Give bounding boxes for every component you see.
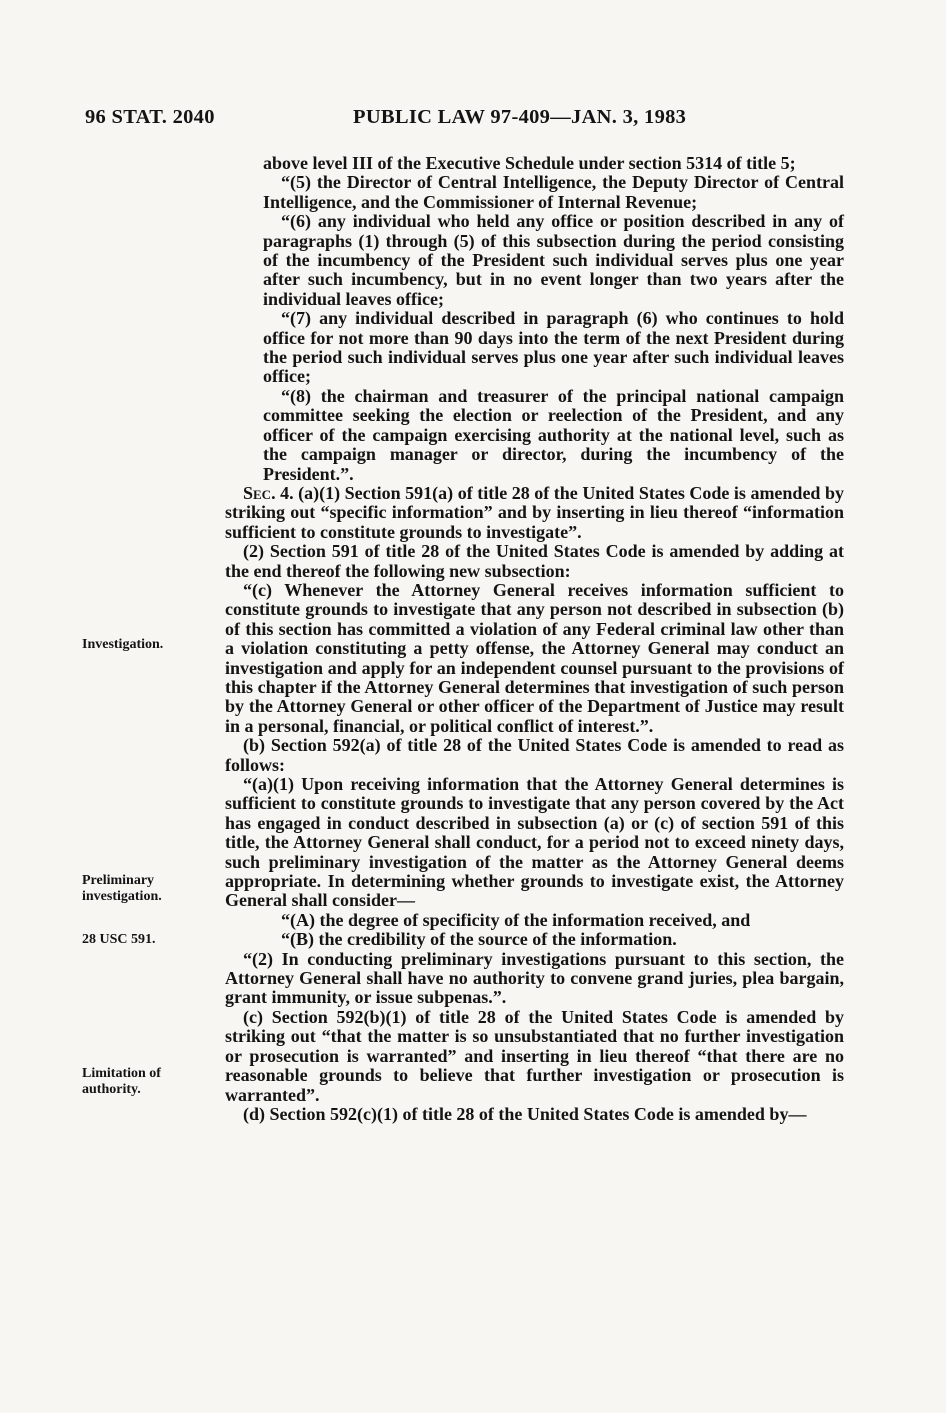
paragraph: “(8) the chairman and treasurer of the principal national campaign committee seeking the election or reelection of the President, and any officer of the campaign exercising authority at the national level, such as the campaign manager or director, during the incumbency of the President.”. xyxy=(263,385,844,484)
paragraph: “(a)(1) Upon receiving information that the Attorney General determines is sufficient to constitute grounds to investigate that any person covered by the Act has engaged in conduct described in subsection (a) or (c) of section 591 of this title, the Attorney General shall conduct, for a period not to exceed ninety days, such preliminary investigation of the matter as the Attorney General deems appropriate. In determining whether grounds to investigate exist, the Attorney General shall consider— xyxy=(225,774,844,911)
page-header xyxy=(85,106,846,136)
paragraph: “(c) Whenever the Attorney General receives information sufficient to constitute grounds to investigate that any person not described in subsection (b) of this section has committed a violation of any Federal criminal law other than a violation constituting a petty offense, the Attorney General may conduct an investigation and apply for an independent counsel pursuant to the provisions of this chapter if the Attorney General determines that investigation of such person by the Attorney General or other officer of the Department of Justice may result in a personal, financial, or political conflict of interest.”. xyxy=(225,579,844,736)
margin-note-limitation: Limitation of authority. xyxy=(82,1066,161,1097)
paragraph: (c) Section 592(b)(1) of title 28 of the United States Code is amended by striking out “that the matter is so unsubstantiated that no further investigation or prosecution is warranted” and inserting in lieu thereof “that there are no reasonable grounds to believe that further investigation or prosecution is warranted”. xyxy=(225,1006,844,1105)
margin-note-preliminary: Preliminary investigation. xyxy=(82,873,162,904)
section-text: 4. (a)(1) Section 591(a) of title 28 of the United States Code is amended by striking out “specific information” and by inserting in lieu thereof “information sufficient to constitute grounds to investigate”. xyxy=(225,482,844,542)
stat-reference: 96 STAT. 2040 xyxy=(85,106,215,128)
paragraph: above level III of the Executive Schedule under section 5314 of title 5; xyxy=(263,153,796,173)
section-paragraph xyxy=(225,484,844,542)
paragraph: (2) Section 591 of title 28 of the United States Code is amended by adding at the end thereof the following new subsection: xyxy=(225,541,844,581)
body-text xyxy=(225,154,844,1124)
paragraph: “(2) In conducting preliminary investigations pursuant to this section, the Attorney General shall have no authority to convene grand juries, plea bargain, grant immunity, or issue subpenas.”. xyxy=(225,948,844,1008)
paragraph: “(A) the degree of specificity of the information received, and xyxy=(281,909,751,930)
margin-note-investigation: Investigation. xyxy=(82,637,164,652)
margin-note-usc: 28 USC 591. xyxy=(82,932,156,947)
paragraph: “(5) the Director of Central Intelligence, the Deputy Director of Central Intelligence, and the Commissioner of Internal Revenue; xyxy=(263,172,844,212)
paragraph: (b) Section 592(a) of title 28 of the United States Code is amended to read as follows: xyxy=(225,735,844,775)
sec-label: Sec. xyxy=(243,482,276,503)
paragraph: (d) Section 592(c)(1) of title 28 of the United States Code is amended by— xyxy=(243,1103,807,1124)
law-title: PUBLIC LAW 97-409—JAN. 3, 1983 xyxy=(353,106,687,128)
paragraph: “(B) the credibility of the source of the information. xyxy=(281,929,677,950)
paragraph: “(6) any individual who held any office or position described in any of paragraphs (1) through (5) of this subsection during the period consisting of the incumbency of the President such individual serves plus one year after such incumbency, but in no event longer than two years after the individual leaves office; xyxy=(263,211,844,309)
paragraph: “(7) any individual described in paragraph (6) who continues to hold office for not more than 90 days into the term of the next President during the period such individual serves plus one year after such individual leaves office; xyxy=(263,308,844,387)
